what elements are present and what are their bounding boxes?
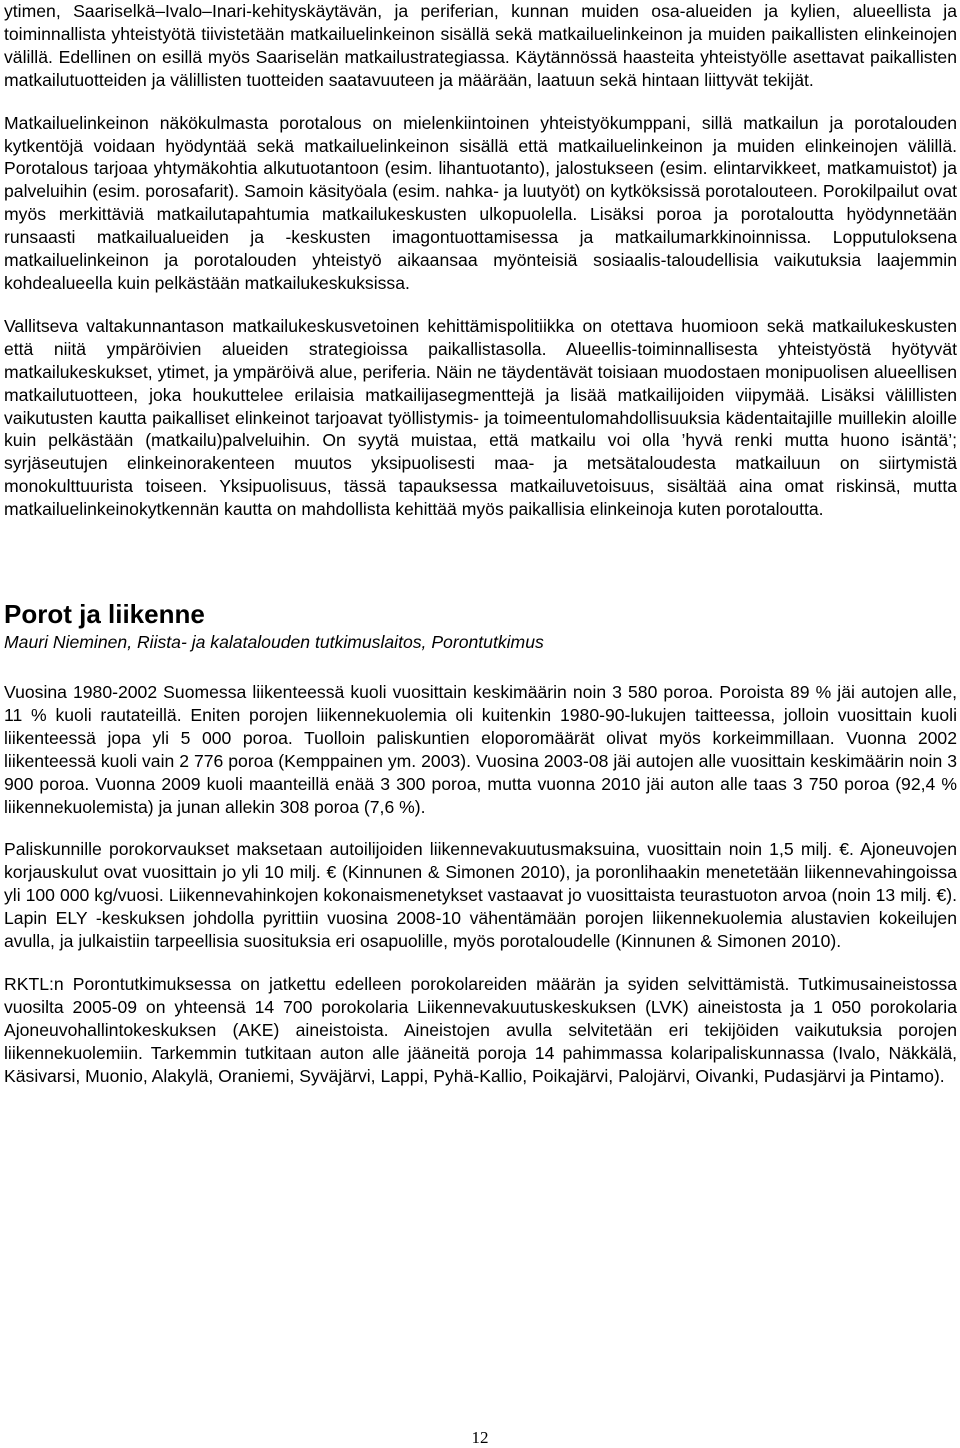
section-header <box>4 599 957 653</box>
intro-paragraph-2: Matkailuelinkeinon näkökulmasta porotalous on mielenkiintoinen yhteistyökumppani, sillä matkailun ja porotalouden kytkentöjä voidaan hyödyntää sekä matkailuelinkeinon sisällä että matkailuelinkeinon ja muiden elinkeinojen välillä. Porotalous tarjoaa yhtymäkohtia alkutuotantoon (esim. lihantuotanto), jalostukseen (esim. elintarvikkeet, matkamuistot) ja palveluihin (esim. porosafarit). Samoin käsityöala (esim. nahka- ja luutyöt) on kytköksissä porotalouteen. Porokilpailut ovat myös merkittäviä matkailutapahtumia matkailukeskusten ulkopuolella. Lisäksi poroa ja porotaloutta hyödynnetään runsaasti matkailualueiden ja -keskusten imagontuottamisessa ja matkailumarkkinoinnissa. Lopputuloksena matkailuelinkeinon ja porotalouden yhteistyö aikaansaa myönteisiä sosiaalis-taloudellisia vaikutuksia laajemmin kohdealueella kuin pelkästään matkailukeskuksissa. <box>4 112 957 293</box>
document-page <box>4 0 957 1088</box>
section-paragraph-3: RKTL:n Porontutkimuksessa on jatkettu edelleen porokolareiden määrän ja syiden selvittämistä. Tutkimusaineistossa vuosilta 2005-09 on yhteensä 14 700 porokolaria Liikennevakuutuskeskuksen (LVK) aineistosta ja 1 050 porokolaria Ajoneuvohallintokeskuksen (AKE) aineistoista. Aineistojen avulla selvitetään eri tekijöiden vaikutuksia porojen liikennekuolemiin. Tarkemmin tutkitaan auton alle jääneitä poroja 14 pahimmassa kolaripaliskunnassa (Ivalo, Näkkälä, Käsivarsi, Muonio, Alakylä, Oraniemi, Syväjärvi, Lappi, Pyhä-Kallio, Poikajärvi, Palojärvi, Oivanki, Pudasjärvi ja Pintamo). <box>4 974 957 1086</box>
page-number: 12 <box>471 1428 489 1447</box>
intro-paragraph-3: Vallitseva valtakunnantason matkailukeskusvetoinen kehittämispolitiikka on otettava huomioon sekä matkailukeskusten että niitä ympäröivien alueiden strategioissa paikallistasolla. Alueellis-toiminnallisesta yhteistyöstä hyötyvät matkailukeskukset, ytimet, ja ympäröivä alue, periferia. Näin ne täydentävät toisiaan muodostaen monipuolisen alueellisen matkailutuotteen, joka houkuttelee erilaisia matkailijasegmenttejä ja lisää matkailijoiden viipymää. Lisäksi välillisten vaikutusten kautta paikalliset elinkeinot tarjoavat työllistymis- ja toimeentulomahdollisuuksia kädentaitajille muillekin aloille kuin pelkästään (matkailu)palveluihin. On syytä muistaa, että matkailu voi olla ’hyvä renki mutta huono isäntä’; syrjäseutujen elinkeinorakenteen muutos yksipuolisesti maa- ja metsätaloudesta matkailuun on siirtymistä monokulttuurista toiseen. Yksipuolisuus, tässä tapauksessa matkailuvetoisuus, sisältää aina omat riskinsä, mutta matkailuelinkeinokytkennän kautta on mahdollista kehittää myös paikallisia elinkeinoja kuten porotaloutta. <box>4 315 957 520</box>
section-author: Mauri Nieminen, Riista- ja kalatalouden tutkimuslaitos, Porontutkimus <box>4 632 544 653</box>
section-paragraph-2: Paliskunnille porokorvaukset maksetaan autoilijoiden liikennevakuutusmaksuina, vuosittain noin 1,5 milj. €. Ajoneuvojen korjauskulut ovat vuosittain jo yli 10 milj. € (Kinnunen & Simonen 2010), ja poronlihaakin menetetään liikennevahingoissa yli 100 000 kg/vuosi. Liikennevahinkojen kokonaismenetykset vastaavat jo vuosittaista teurastuoton arvoa (noin 13 milj. €). Lapin ELY -keskuksen johdolla pyrittiin vuosina 2008-10 vähentämään porojen liikennekuolemia alustavien kokeilujen avulla, ja julkaistiin tarpeellisia suosituksia eri osapuolille, myös porotaloudelle (Kinnunen & Simonen 2010). <box>4 839 957 952</box>
section-title: Porot ja liikenne <box>4 599 205 630</box>
section-paragraph-1: Vuosina 1980-2002 Suomessa liikenteessä kuoli vuosittain keskimäärin noin 3 580 poroa. Poroista 89 % jäi autojen alle, 11 % kuoli rautateillä. Eniten porojen liikennekuolemia oli kuitenkin 1980-90-lukujen taitteessa, jolloin vuosittain kuoli liikenteessä jopa yli 5 000 poroa. Tuolloin paliskuntien eloporomäärät olivat myös korkeimmillaan. Vuonna 2002 liikenteessä kuoli vain 2 776 poroa (Kemppainen ym. 2003). Vuosina 2003-08 jäi autojen alle vuosittain keskimäärin noin 3 900 poroa. Vuonna 2009 kuoli maanteillä enää 3 300 poroa, mutta vuonna 2010 jäi auton alle taas 3 750 poroa (92,4 % liikennekuolemista) ja junan allekin 308 poroa (7,6 %). <box>4 682 957 817</box>
intro-paragraph-1: ytimen, Saariselkä–Ivalo–Inari-kehityskäytävän, ja periferian, kunnan muiden osa-alueiden ja kylien, alueellista ja toiminnallista yhteistyötä tiivistetään matkailuelinkeinon sisällä sekä matkailuelinkeinon ja muiden paikallisten elinkeinojen välillä. Edellinen on esillä myös Saariselän matkailustrategiassa. Käytännössä haasteita yhteistyölle asettavat paikallisten matkailutuotteiden ja välillisten tuotteiden saatavuuteen ja määrään, laatuun sekä hintaan liittyvät tekijät. <box>4 1 957 90</box>
